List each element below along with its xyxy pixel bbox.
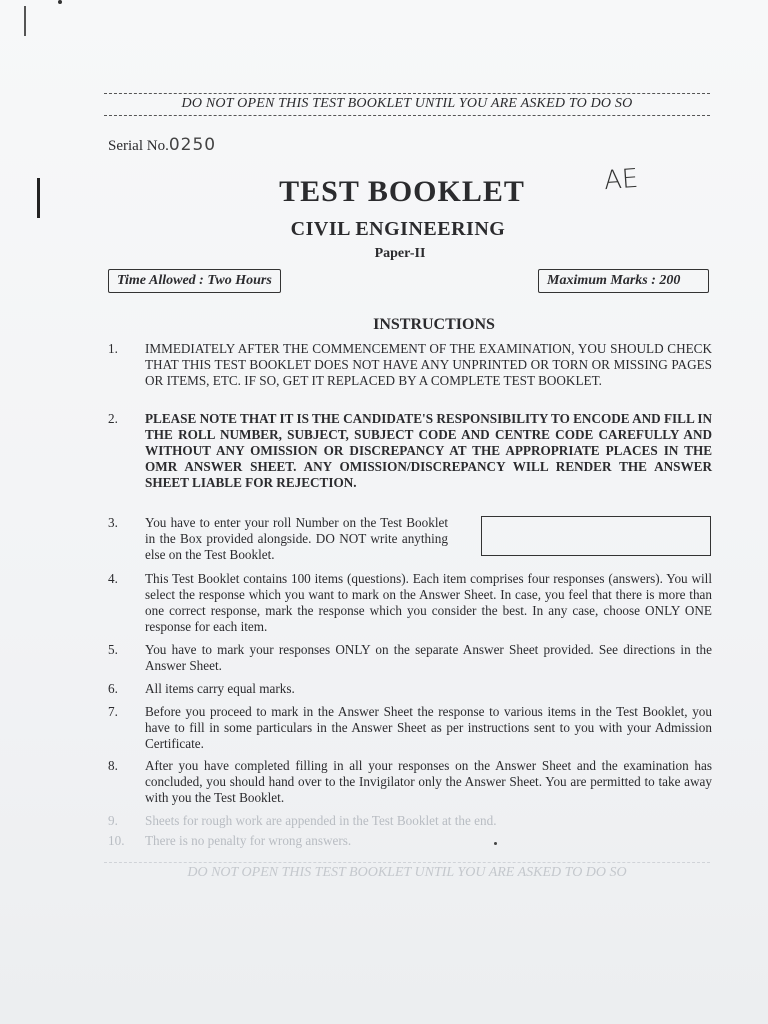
scan-speck [58, 0, 62, 4]
instruction-item [108, 758, 712, 808]
instruction-number: 5. [108, 642, 118, 657]
instruction-text: This Test Booklet contains 100 items (questions). Each item comprises four responses (answers). You will select the response which you want to mark on the Answer Sheet. In case, you feel that there is more than one correct response, mark the response which you consider the best. In any case, choose ONLY ONE response for each item. [145, 571, 712, 634]
instruction-text: After you have completed filling in all your responses on the Answer Sheet and the examination has concluded, you should hand over to the Invigilator only the Answer Sheet. You are permitted to take away with you the Test Booklet. [145, 758, 712, 805]
bottom-warning-banner: DO NOT OPEN THIS TEST BOOKLET UNTIL YOU ARE ASKED TO DO SO [104, 862, 710, 881]
time-allowed-box: Time Allowed : Two Hours [108, 269, 281, 293]
instruction-number: 8. [108, 758, 118, 773]
instruction-number: 6. [108, 681, 118, 696]
instruction-text: Sheets for rough work are appended in the Test Booklet at the end. [145, 813, 497, 828]
instruction-text: All items carry equal marks. [145, 681, 295, 696]
instruction-item [108, 341, 712, 407]
instruction-number: 1. [108, 341, 118, 356]
instruction-number: 2. [108, 411, 118, 426]
instruction-item [108, 411, 712, 507]
booklet-title: TEST BOOKLET [279, 175, 525, 208]
scan-edge-mark [24, 6, 26, 36]
instruction-number: 7. [108, 704, 118, 719]
instruction-number: 3. [108, 515, 118, 530]
scan-speck [494, 842, 497, 845]
instruction-item [108, 571, 712, 637]
instruction-item [108, 833, 712, 851]
instruction-text: You have to enter your roll Number on the Test Booklet in the Box provided alongside. DO NOT write anything else on the Test Booklet. [145, 515, 448, 562]
subject-title: CIVIL ENGINEERING [290, 218, 506, 240]
handwritten-note: AE [602, 163, 640, 197]
instruction-item [108, 681, 712, 699]
instruction-item [108, 642, 712, 676]
instruction-item [108, 515, 448, 565]
serial-value: 0250 [168, 135, 217, 155]
instructions-heading: INSTRUCTIONS [373, 316, 495, 333]
top-warning-banner: DO NOT OPEN THIS TEST BOOKLET UNTIL YOU ARE ASKED TO DO SO [104, 93, 710, 116]
instruction-text: Before you proceed to mark in the Answer Sheet the response to various items in the Test Booklet, you have to fill in some particulars in the Answer Sheet as per instructions sent to you with your Admission Certificate. [145, 704, 712, 751]
instruction-number: 4. [108, 571, 118, 586]
instruction-text: You have to mark your responses ONLY on the separate Answer Sheet provided. See directions in the Answer Sheet. [145, 642, 712, 673]
paper-label: Paper-II [374, 246, 426, 261]
instruction-number: 10. [108, 833, 125, 848]
serial-label: Serial No. [108, 138, 169, 154]
instruction-item [108, 704, 712, 754]
instruction-number: 9. [108, 813, 118, 828]
maximum-marks-box: Maximum Marks : 200 [538, 269, 709, 293]
instruction-text: IMMEDIATELY AFTER THE COMMENCEMENT OF THE EXAMINATION, YOU SHOULD CHECK THAT THIS TEST BOOKLET DOES NOT HAVE ANY UNPRINTED OR TORN OR MISSING PAGES OR ITEMS, ETC. IF SO, GET IT REPLACED BY A COMPLETE TEST BOOKLET. [145, 341, 712, 388]
roll-number-box[interactable] [481, 516, 711, 556]
instruction-text: PLEASE NOTE THAT IT IS THE CANDIDATE'S RESPONSIBILITY TO ENCODE AND FILL IN THE ROLL NUMBER, SUBJECT, SUBJECT CODE AND CENTRE CODE CAREFULLY AND WITHOUT ANY OMISSION OR DISCREPANCY AT THE APPROPRIATE PLACES IN THE OMR ANSWER SHEET. ANY OMISSION/DISCREPANCY WILL RENDER THE ANSWER SHEET LIABLE FOR REJECTION. [145, 411, 712, 490]
instruction-item [108, 813, 712, 831]
instruction-text: There is no penalty for wrong answers. [145, 833, 352, 848]
serial-number [108, 135, 216, 155]
